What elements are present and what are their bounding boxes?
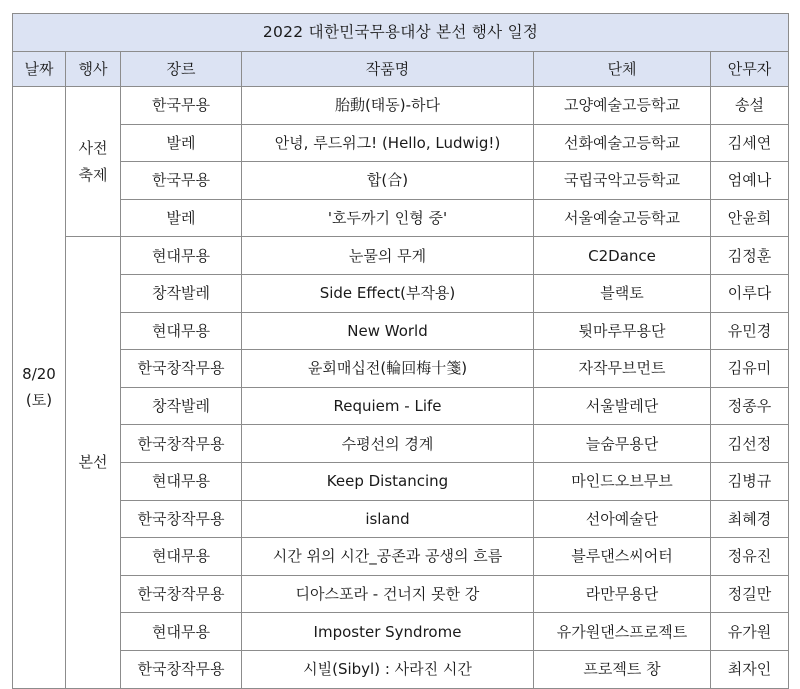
header-work: 작품명	[242, 52, 534, 87]
work-cell: 시빌(Sibyl) : 사라진 시간	[242, 650, 534, 688]
group-cell: 라만무용단	[534, 575, 711, 613]
genre-cell: 한국창작무용	[121, 425, 242, 463]
genre-cell: 한국창작무용	[121, 350, 242, 388]
table-title: 2022 대한민국무용대상 본선 행사 일정	[13, 14, 789, 52]
table-row	[13, 575, 789, 613]
title-row	[13, 14, 789, 52]
table-row	[13, 650, 789, 688]
choreographer-cell: 김세연	[711, 124, 789, 162]
group-cell: 선화예술고등학교	[534, 124, 711, 162]
genre-cell: 창작발레	[121, 387, 242, 425]
genre-cell: 발레	[121, 199, 242, 237]
group-cell: 국립국악고등학교	[534, 162, 711, 200]
group-cell: 서울발레단	[534, 387, 711, 425]
choreographer-cell: 정길만	[711, 575, 789, 613]
group-cell: 블랙토	[534, 274, 711, 312]
work-cell: 디아스포라 - 건너지 못한 강	[242, 575, 534, 613]
date-cell	[13, 87, 66, 689]
choreographer-cell: 김병규	[711, 462, 789, 500]
group-cell: 마인드오브무브	[534, 462, 711, 500]
table-row	[13, 87, 789, 125]
work-cell: Imposter Syndrome	[242, 613, 534, 651]
genre-cell: 한국창작무용	[121, 500, 242, 538]
date-text: 8/20	[22, 365, 56, 383]
table-row	[13, 124, 789, 162]
group-cell: 자작무브먼트	[534, 350, 711, 388]
work-cell: '호두까기 인형 중'	[242, 199, 534, 237]
choreographer-cell: 이루다	[711, 274, 789, 312]
genre-cell: 현대무용	[121, 237, 242, 275]
choreographer-cell: 엄예나	[711, 162, 789, 200]
header-date: 날짜	[13, 52, 66, 87]
choreographer-cell: 김선정	[711, 425, 789, 463]
table-row	[13, 350, 789, 388]
table-row	[13, 500, 789, 538]
header-group: 단체	[534, 52, 711, 87]
work-cell: 안녕, 루드위그! (Hello, Ludwig!)	[242, 124, 534, 162]
work-cell: Keep Distancing	[242, 462, 534, 500]
work-cell: 합(合)	[242, 162, 534, 200]
genre-cell: 현대무용	[121, 462, 242, 500]
choreographer-cell: 정종우	[711, 387, 789, 425]
genre-cell: 창작발레	[121, 274, 242, 312]
event-pre-text-1: 사전	[78, 139, 108, 158]
event-pre-cell	[66, 87, 121, 237]
table-row	[13, 199, 789, 237]
work-cell: 윤회매십전(輪回梅十箋)	[242, 350, 534, 388]
choreographer-cell: 김유미	[711, 350, 789, 388]
work-cell: Requiem - Life	[242, 387, 534, 425]
table-row	[13, 237, 789, 275]
schedule-table	[12, 13, 789, 689]
genre-cell: 현대무용	[121, 538, 242, 576]
table-row	[13, 613, 789, 651]
genre-cell: 현대무용	[121, 312, 242, 350]
group-cell: C2Dance	[534, 237, 711, 275]
genre-cell: 한국창작무용	[121, 575, 242, 613]
work-cell: Side Effect(부작용)	[242, 274, 534, 312]
genre-cell: 현대무용	[121, 613, 242, 651]
work-cell: 시간 위의 시간_공존과 공생의 흐름	[242, 538, 534, 576]
work-cell: 눈물의 무게	[242, 237, 534, 275]
group-cell: 늘숨무용단	[534, 425, 711, 463]
header-event: 행사	[66, 52, 121, 87]
work-cell: 胎動(태동)-하다	[242, 87, 534, 125]
header-row	[13, 52, 789, 87]
choreographer-cell: 송설	[711, 87, 789, 125]
table-row	[13, 274, 789, 312]
group-cell: 프로젝트 창	[534, 650, 711, 688]
table-row	[13, 462, 789, 500]
table-row	[13, 387, 789, 425]
choreographer-cell: 정유진	[711, 538, 789, 576]
choreographer-cell: 유가원	[711, 613, 789, 651]
choreographer-cell: 유민경	[711, 312, 789, 350]
header-choreographer: 안무자	[711, 52, 789, 87]
header-genre: 장르	[121, 52, 242, 87]
genre-cell: 한국무용	[121, 162, 242, 200]
work-cell: island	[242, 500, 534, 538]
event-pre-text-2: 축제	[78, 165, 108, 184]
group-cell: 유가원댄스프로젝트	[534, 613, 711, 651]
genre-cell: 발레	[121, 124, 242, 162]
group-cell: 고양예술고등학교	[534, 87, 711, 125]
genre-cell: 한국창작무용	[121, 650, 242, 688]
work-cell: 수평선의 경계	[242, 425, 534, 463]
group-cell: 선아예술단	[534, 500, 711, 538]
table-row	[13, 425, 789, 463]
choreographer-cell: 최자인	[711, 650, 789, 688]
group-cell: 블루댄스씨어터	[534, 538, 711, 576]
table-row	[13, 538, 789, 576]
work-cell: New World	[242, 312, 534, 350]
event-main-cell: 본선	[66, 237, 121, 688]
day-text: (토)	[25, 391, 53, 410]
group-cell: 튓마루무용단	[534, 312, 711, 350]
choreographer-cell: 안윤희	[711, 199, 789, 237]
choreographer-cell: 김정훈	[711, 237, 789, 275]
choreographer-cell: 최혜경	[711, 500, 789, 538]
table-row	[13, 312, 789, 350]
genre-cell: 한국무용	[121, 87, 242, 125]
table-row	[13, 162, 789, 200]
group-cell: 서울예술고등학교	[534, 199, 711, 237]
schedule-container	[12, 13, 789, 689]
